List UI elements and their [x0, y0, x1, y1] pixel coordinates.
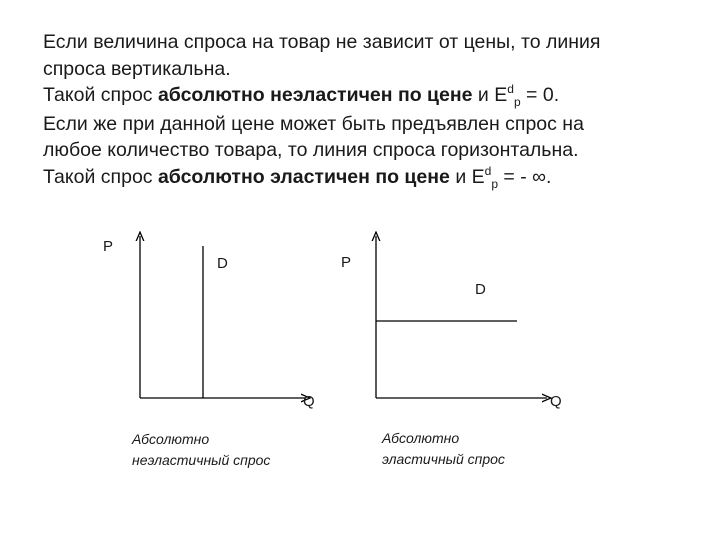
right-y-axis-label: P [341, 254, 352, 271]
left-x-axis-label: Q [303, 393, 315, 410]
text-line-6: Такой спрос абсолютно эластичен по цене и $E^d_p$ = - ∞. [43, 163, 552, 191]
bold-term-inelastic: абсолютно неэластичен по цене [157, 84, 473, 106]
text-line-5: любое количество товара, то линия спроса горизонтальна. [43, 139, 579, 161]
text-line-1: Если величина спроса на товар не зависит от цены, то линия [43, 31, 601, 53]
text-line-4: Если же при данной цене может быть предъявлен спрос на [43, 112, 584, 135]
bold-term-elastic: абсолютно эластичен по цене [157, 165, 450, 188]
right-demand-label: D [475, 281, 486, 298]
left-y-axis-label: P [103, 238, 114, 255]
right-caption: Абсолютно эластичный спрос [382, 430, 505, 467]
text-line-2: спроса вертикальна. [43, 57, 231, 80]
left-demand-label: D [217, 255, 228, 272]
left-caption: Абсолютно неэластичный спрос [132, 431, 271, 468]
text-line-3: Такой спрос абсолютно неэластичен по цене и $E^d_p = 0$. [43, 82, 560, 109]
right-x-axis-label: Q [550, 393, 562, 410]
